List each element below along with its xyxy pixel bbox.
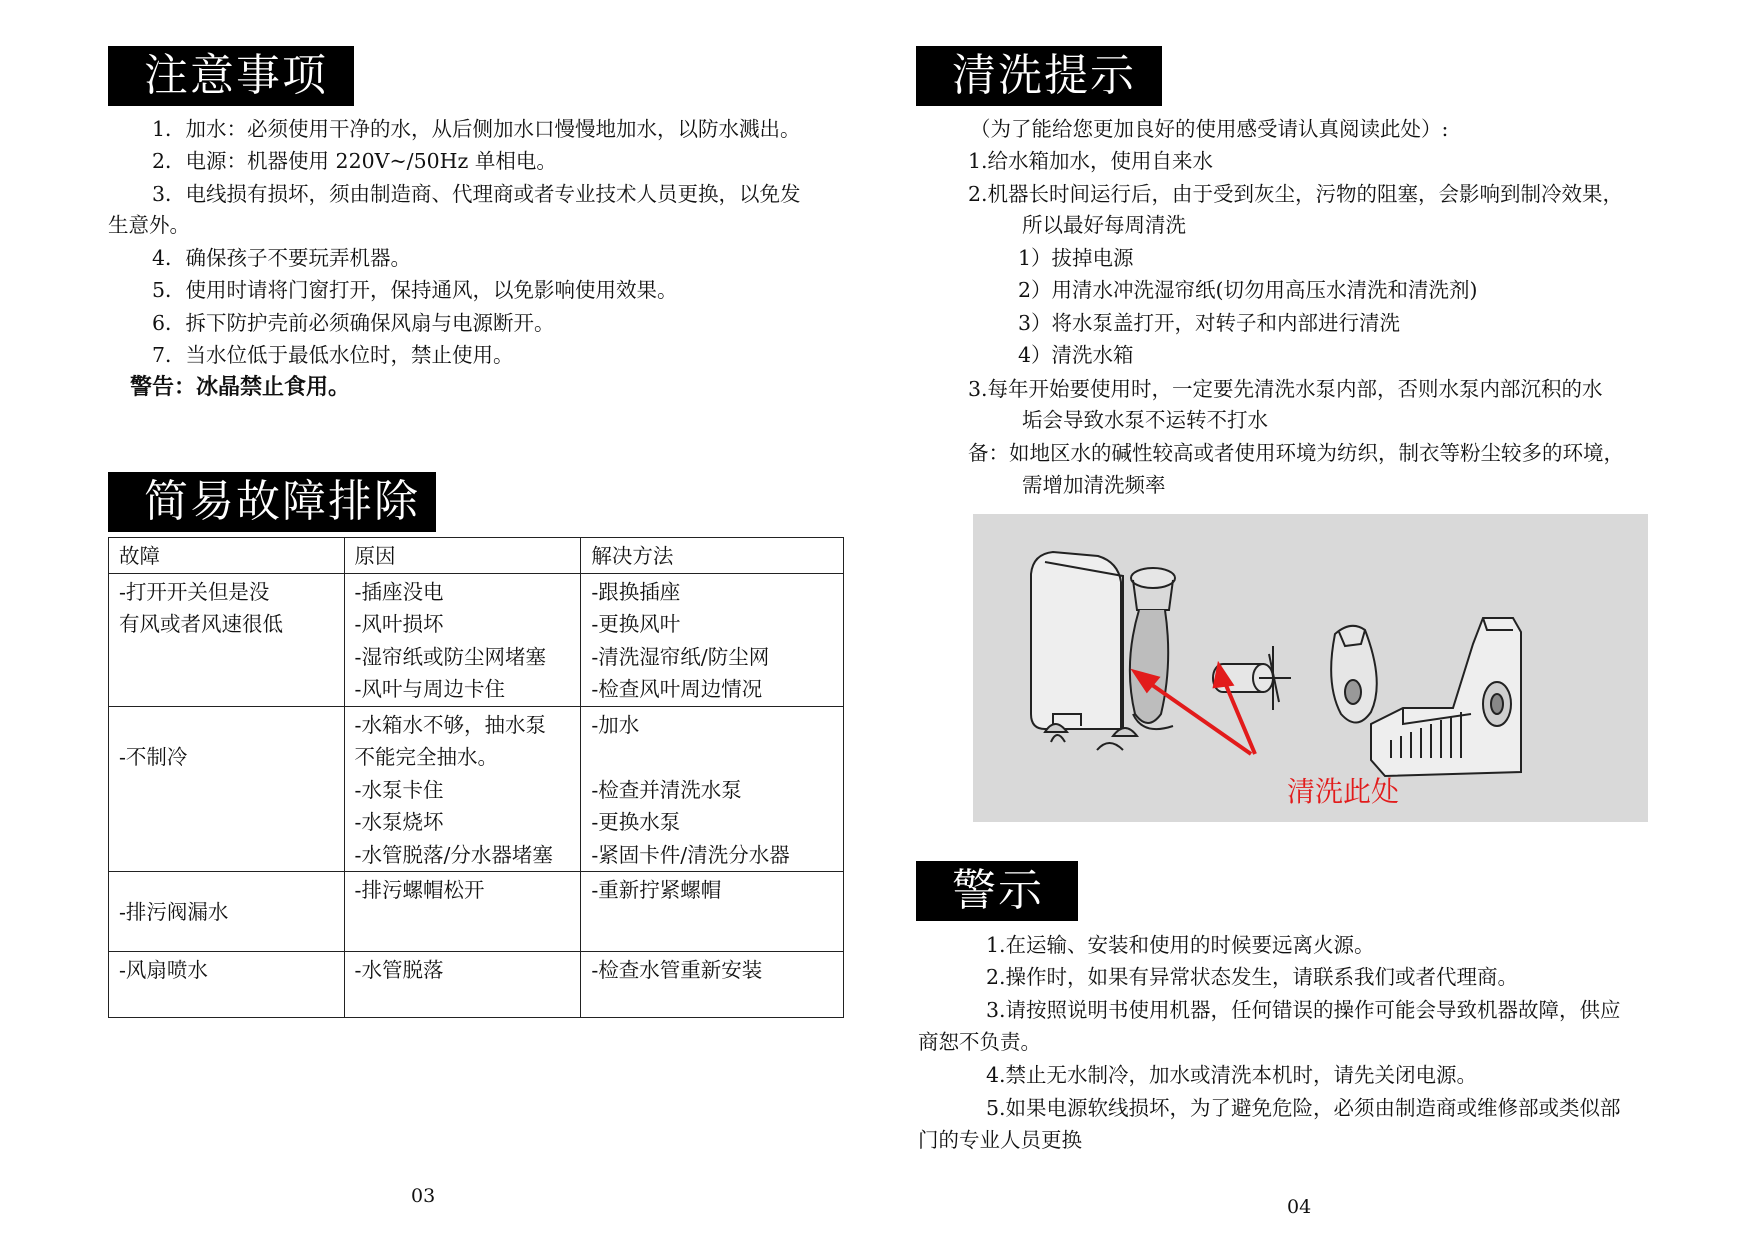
table-row xyxy=(109,706,844,872)
fault-cell xyxy=(109,573,345,706)
solution-line xyxy=(591,741,833,774)
clean-here-label: 清洗此处 xyxy=(1287,775,1400,808)
cleaning-item: 需增加清洗频率 xyxy=(1022,473,1166,497)
notice-item: 5．使用时请将门窗打开，保持通风，以免影响使用效果。 xyxy=(152,278,678,302)
warning-item: 3.请按照说明书使用机器，任何错误的操作可能会导致机器故障，供应 xyxy=(986,998,1621,1022)
notice-heading: 注意事项 xyxy=(108,46,354,106)
cleaning-item: 2.机器长时间运行后，由于受到灰尘，污物的阻塞，会影响到制冷效果， xyxy=(968,182,1624,206)
cause-cell xyxy=(344,573,581,706)
solution-line: -清洗湿帘纸/防尘网 xyxy=(591,644,770,669)
cause-line: -水箱水不够，抽水泵 xyxy=(354,712,546,737)
cause-cell xyxy=(344,872,581,952)
warning-heading: 警示 xyxy=(916,861,1078,921)
header-solution: 解决方法 xyxy=(581,538,844,574)
page-number-right: 04 xyxy=(1287,1196,1312,1218)
cause-cell xyxy=(344,706,581,872)
fault-line: -打开开关但是没 xyxy=(119,579,270,604)
cause-line: -插座没电 xyxy=(354,579,444,604)
cleaning-item: 所以最好每周清洗 xyxy=(1022,213,1186,237)
solution-line: -检查水管重新安装 xyxy=(591,958,763,982)
cause-cell xyxy=(344,952,581,1018)
solution-cell xyxy=(581,952,844,1018)
warning-item: 1.在运输、安装和使用的时候要远离火源。 xyxy=(986,933,1375,957)
notice-item: 6．拆下防护壳前必须确保风扇与电源断开。 xyxy=(152,311,555,335)
header-fault: 故障 xyxy=(109,538,345,574)
notice-item: 3．电线损有损坏，须由制造商、代理商或者专业技术人员更换，以免发 xyxy=(152,182,801,206)
solution-line: -更换水泵 xyxy=(591,810,681,834)
notice-warning: 警告：冰晶禁止食用。 xyxy=(130,374,351,400)
cleaning-item: 垢会导致水泵不运转不打水 xyxy=(1022,408,1268,432)
notice-item: 1．加水：必须使用干净的水，从后侧加水口慢慢地加水，以防水溅出。 xyxy=(152,117,801,141)
header-cause: 原因 xyxy=(344,538,581,574)
cleaning-item: 1）拔掉电源 xyxy=(1018,246,1134,270)
notice-item: 生意外。 xyxy=(108,213,190,237)
fault-cell xyxy=(109,952,345,1018)
cause-line: -风叶损坏 xyxy=(354,612,444,636)
table-row xyxy=(109,573,844,706)
solution-cell xyxy=(581,573,844,706)
cause-line: -水泵烧坏 xyxy=(354,810,444,834)
solution-line: -紧固卡件/清洗分水器 xyxy=(591,842,790,867)
cleaning-intro: （为了能给您更加良好的使用感受请认真阅读此处）: xyxy=(970,117,1449,141)
cause-line: -水管脱落 xyxy=(354,958,444,982)
notice-item: 7．当水位低于最低水位时，禁止使用。 xyxy=(152,343,514,367)
cleaning-item: 3.每年开始要使用时，一定要先清洗水泵内部，否则水泵内部沉积的水 xyxy=(968,377,1603,401)
troubleshoot-table xyxy=(108,537,844,1018)
solution-line: -检查并清洗水泵 xyxy=(591,777,742,802)
table-row xyxy=(109,952,844,1018)
notice-item: 2．电源：机器使用 220V~/50Hz 单相电。 xyxy=(152,149,557,173)
solution-line: -重新拧紧螺帽 xyxy=(591,878,722,902)
warning-item: 商恕不负责。 xyxy=(918,1030,1041,1054)
solution-line: -检查风叶周边情况 xyxy=(591,677,763,701)
cause-line: -水管脱落/分水器堵塞 xyxy=(354,842,553,867)
fault-cell xyxy=(109,706,345,872)
cleaning-heading: 清洗提示 xyxy=(916,46,1162,106)
cleaning-item: 备：如地区水的碱性较高或者使用环境为纺织，制衣等粉尘较多的环境， xyxy=(968,441,1624,465)
troubleshoot-heading: 简易故障排除 xyxy=(108,472,436,532)
cause-line: 不能完全抽水。 xyxy=(354,745,499,769)
solution-cell xyxy=(581,706,844,872)
notice-item: 4．确保孩子不要玩弄机器。 xyxy=(152,246,412,270)
cause-line: -排污螺帽松开 xyxy=(354,878,485,902)
fault-line: 有风或者风速很低 xyxy=(119,612,283,636)
cleaning-item: 4）清洗水箱 xyxy=(1018,343,1134,367)
cause-line: -湿帘纸或防尘网堵塞 xyxy=(354,644,546,669)
fault-line: -排污阀漏水 xyxy=(119,900,229,925)
solution-line: -加水 xyxy=(591,712,640,737)
warning-item: 2.操作时，如果有异常状态发生，请联系我们或者代理商。 xyxy=(986,965,1519,989)
page-number-left: 03 xyxy=(411,1185,436,1207)
cause-line: -水泵卡住 xyxy=(354,777,444,802)
cleaning-item: 1.给水箱加水，使用自来水 xyxy=(968,149,1214,173)
fault-line: -风扇喷水 xyxy=(119,958,208,982)
solution-line: -更换风叶 xyxy=(591,612,681,636)
cleaning-item: 3）将水泵盖打开，对转子和内部进行清洗 xyxy=(1018,311,1401,335)
table-header-row xyxy=(109,538,844,574)
warning-item: 4.禁止无水制冷，加水或清洗本机时，请先关闭电源。 xyxy=(986,1063,1478,1087)
cause-line: -风叶与周边卡住 xyxy=(354,677,505,701)
table-row xyxy=(109,872,844,952)
warning-item: 5.如果电源软线损坏，为了避免危险，必须由制造商或维修部或类似部 xyxy=(986,1096,1621,1120)
fault-line: -不制冷 xyxy=(119,744,188,769)
solution-line: -跟换插座 xyxy=(591,579,681,604)
warning-item: 门的专业人员更换 xyxy=(918,1128,1082,1152)
fault-cell xyxy=(109,872,345,952)
solution-cell xyxy=(581,872,844,952)
cleaning-item: 2）用清水冲洗湿帘纸(切勿用高压水清洗和清洗剂) xyxy=(1018,278,1478,302)
